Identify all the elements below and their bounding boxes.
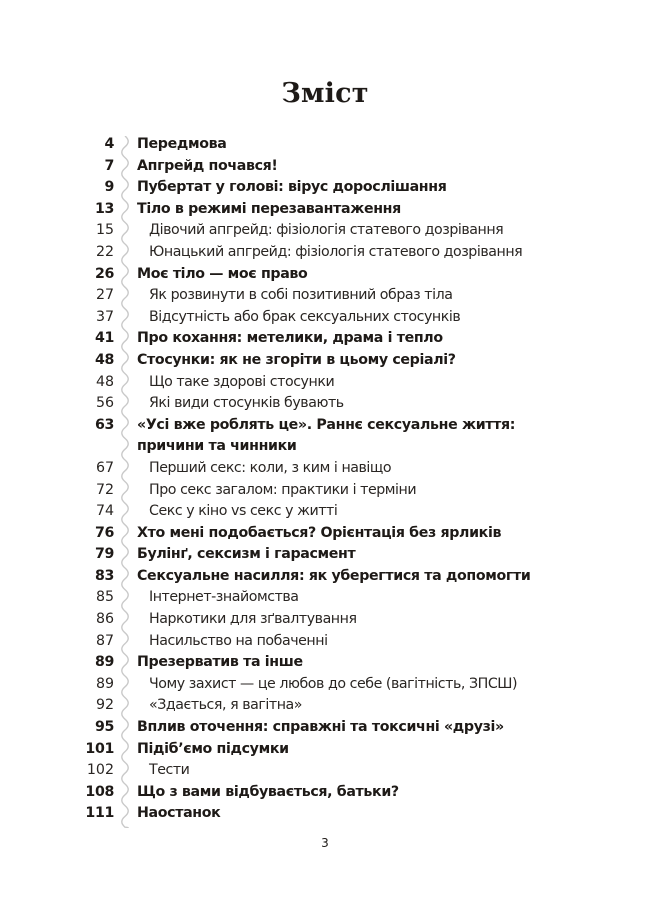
- toc-entry[interactable]: [0, 717, 650, 739]
- toc-page-number: 7: [104, 157, 114, 174]
- toc-title: Тіло в режимі перезавантаження: [137, 200, 401, 217]
- toc-title: Вплив оточення: справжні та токсичні «друзі»: [137, 719, 504, 736]
- toc-page-number: 76: [94, 524, 114, 541]
- toc-title: Апгрейд почався!: [137, 157, 278, 174]
- toc-entry[interactable]: [0, 242, 650, 264]
- toc-entry[interactable]: [0, 587, 650, 609]
- toc-title: Про кохання: метелики, драма і тепло: [137, 330, 443, 347]
- toc-page-number: 108: [85, 783, 114, 800]
- toc-page-number: 111: [85, 805, 114, 822]
- toc-title: Перший секс: коли, з ким і навіщо: [149, 459, 392, 476]
- toc-title: Дівочий апгрейд: фізіологія статевого дозрівання: [149, 222, 504, 239]
- toc-title: Відсутність або брак сексуальних стосунків: [149, 308, 461, 325]
- toc-title: Інтернет-знайомства: [149, 589, 299, 606]
- toc-page-number: 92: [95, 697, 114, 714]
- toc-page-number: 22: [95, 243, 114, 260]
- toc-page-number: 15: [95, 222, 114, 239]
- toc-entry[interactable]: [0, 674, 650, 696]
- toc-title: Що з вами відбувається, батьки?: [137, 783, 399, 800]
- toc-entry[interactable]: [0, 264, 650, 286]
- toc-title: Які види стосунків бувають: [149, 395, 344, 412]
- toc-entry[interactable]: [0, 307, 650, 329]
- toc-title: Юнацький апгрейд: фізіологія статевого дозрівання: [149, 243, 523, 260]
- toc-title: Сексуальне насилля: як уберегтися та допомогти: [137, 567, 531, 584]
- toc-page-number: 87: [95, 632, 114, 649]
- toc-entry[interactable]: [0, 739, 650, 761]
- toc-title: Чому захист — це любов до себе (вагітність, ЗПСШ): [149, 675, 518, 692]
- toc-entry[interactable]: [0, 177, 650, 199]
- toc-title: Моє тіло — моє право: [137, 265, 308, 282]
- toc-page-number: 9: [104, 179, 114, 196]
- toc-entry[interactable]: [0, 393, 650, 415]
- toc-entry[interactable]: [0, 782, 650, 804]
- toc-entry[interactable]: [0, 220, 650, 242]
- toc-title: Передмова: [137, 136, 227, 152]
- toc-page-number: 95: [94, 719, 114, 736]
- toc-page-number: 67: [95, 459, 114, 476]
- toc-entry[interactable]: [0, 566, 650, 588]
- toc-entry[interactable]: [0, 609, 650, 631]
- toc-title: Як розвинути в собі позитивний образ тіла: [149, 287, 453, 304]
- toc-page-number: 89: [94, 654, 114, 671]
- toc-title: Наркотики для зґвалтування: [149, 611, 357, 628]
- table-of-contents: [0, 134, 650, 825]
- toc-title: «Здається, я вагітна»: [149, 697, 303, 714]
- toc-entry[interactable]: [0, 803, 650, 825]
- toc-page-number: 101: [85, 740, 114, 757]
- toc-page-number: 41: [94, 330, 114, 347]
- toc-page-number: 26: [94, 265, 114, 282]
- toc-title: Що таке здорові стосунки: [149, 373, 335, 390]
- toc-page-number: 79: [94, 546, 114, 563]
- toc-page-number: 74: [95, 503, 114, 520]
- toc-entry[interactable]: [0, 695, 650, 717]
- toc-entry[interactable]: [0, 372, 650, 394]
- page-title: Зміст: [281, 78, 369, 109]
- toc-title: Булінґ, сексизм і гарасмент: [137, 546, 356, 563]
- toc-page-number: 37: [95, 308, 114, 325]
- toc-entry[interactable]: [0, 199, 650, 221]
- toc-entry[interactable]: [0, 285, 650, 307]
- toc-entry[interactable]: [0, 328, 650, 350]
- toc-title-continuation: причини та чинники: [137, 438, 297, 455]
- toc-entry[interactable]: [0, 458, 650, 480]
- toc-title: Наостанок: [137, 805, 221, 822]
- toc-entry[interactable]: [0, 156, 650, 178]
- toc-page-number: 83: [94, 567, 114, 584]
- toc-page-number: 85: [95, 589, 114, 606]
- toc-title: Презерватив та інше: [137, 654, 303, 671]
- toc-page-number: 72: [95, 481, 114, 498]
- toc-page-number: 48: [94, 351, 114, 368]
- toc-title: Тести: [149, 762, 190, 779]
- toc-page-number: 102: [86, 762, 114, 779]
- toc-page-number: 86: [95, 611, 114, 628]
- toc-entry[interactable]: [0, 480, 650, 502]
- toc-entry[interactable]: [0, 631, 650, 653]
- toc-page-number: 4: [104, 136, 114, 152]
- toc-page-number: 63: [94, 416, 114, 433]
- toc-entry[interactable]: [0, 760, 650, 782]
- toc-entry[interactable]: [0, 350, 650, 372]
- toc-title: Стосунки: як не згоріти в цьому серіалі?: [137, 351, 456, 368]
- toc-entry[interactable]: [0, 134, 650, 156]
- toc-title: Пубертат у голові: вірус дорослішання: [137, 179, 447, 196]
- toc-entry[interactable]: [0, 544, 650, 566]
- toc-title: Хто мені подобається? Орієнтація без ярликів: [137, 524, 502, 541]
- toc-title: Насильство на побаченні: [149, 632, 328, 649]
- toc-entry[interactable]: [0, 652, 650, 674]
- toc-entry[interactable]: [0, 501, 650, 523]
- toc-page-number: 27: [95, 287, 114, 304]
- toc-page-number: 56: [95, 395, 114, 412]
- page-number: 3: [321, 836, 329, 850]
- toc-entry[interactable]: [0, 415, 650, 437]
- toc-page-number: 13: [94, 200, 114, 217]
- toc-title: Підіб’ємо підсумки: [137, 740, 289, 757]
- toc-title: «Усі вже роблять це». Раннє сексуальне життя:: [137, 416, 516, 433]
- toc-entry[interactable]: [0, 523, 650, 545]
- toc-entry-continuation[interactable]: [0, 436, 650, 458]
- toc-title: Секс у кіно vs секс у житті: [149, 503, 338, 520]
- toc-page-number: 48: [95, 373, 114, 390]
- toc-title: Про секс загалом: практики і терміни: [149, 481, 417, 498]
- toc-page-number: 89: [95, 675, 114, 692]
